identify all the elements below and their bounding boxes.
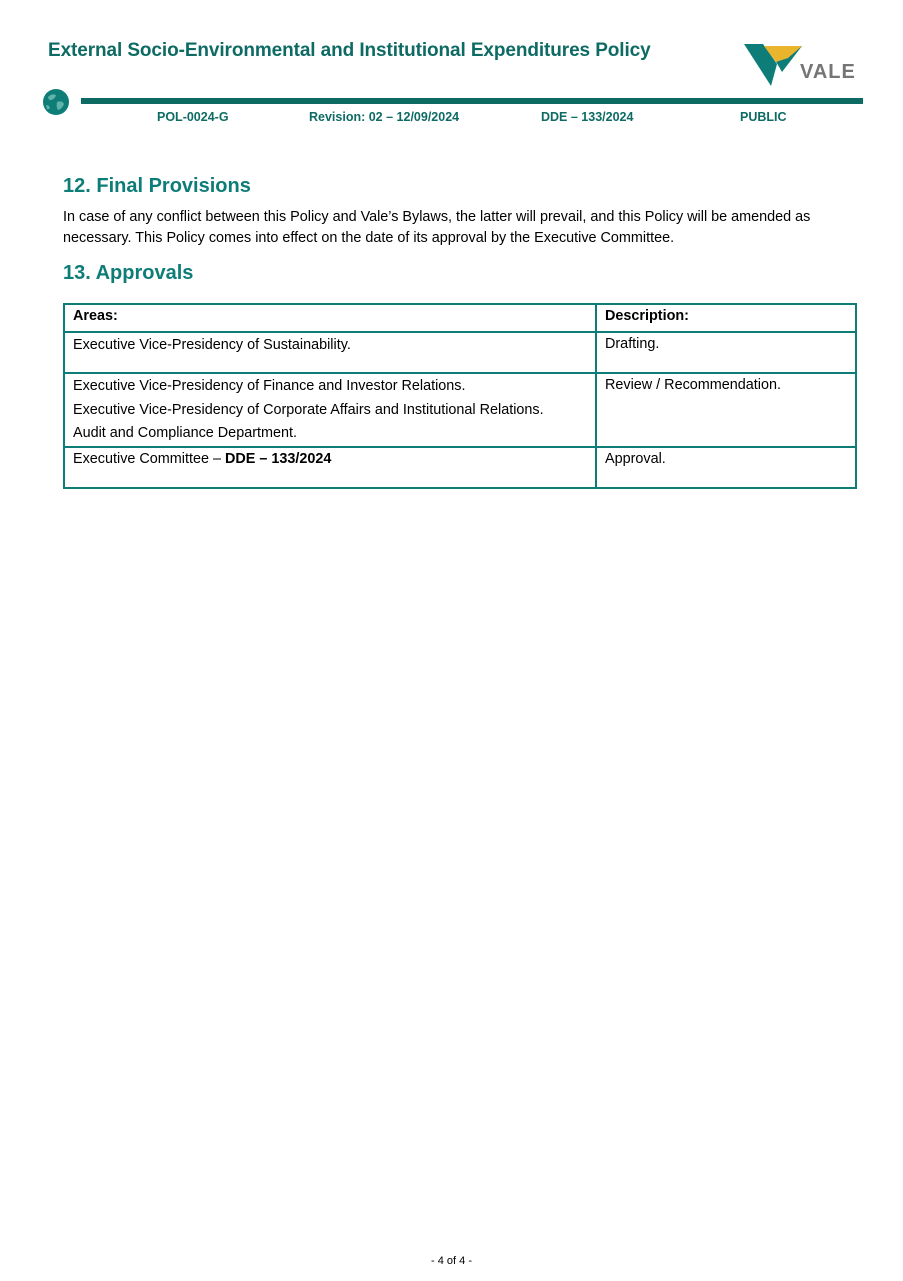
vale-v-icon: [742, 42, 802, 88]
table-row: [64, 373, 856, 447]
page-number: - 4 of 4 -: [431, 1255, 472, 1267]
approvals-table: [63, 303, 857, 489]
area-dde-number: DDE – 133/2024: [224, 451, 332, 467]
table-header-row: [64, 304, 856, 332]
area-cell: [64, 447, 596, 488]
document-title: External Socio-Environmental and Institutional Expenditures Policy: [48, 40, 651, 61]
area-line: Audit and Compliance Department.: [73, 425, 297, 441]
description-cell: Approval.: [596, 447, 856, 488]
area-line: Executive Vice-Presidency of Corporate Affairs and Institutional Relations.: [73, 401, 544, 418]
table-row: [64, 447, 856, 488]
area-prefix: Executive Committee –: [73, 451, 225, 467]
classification-label: PUBLIC: [740, 110, 787, 124]
column-header-description: Description:: [596, 304, 856, 332]
table-row: [64, 332, 856, 373]
globe-icon: [42, 88, 70, 116]
dde-number: DDE – 133/2024: [541, 110, 634, 124]
area-line: Executive Vice-Presidency of Finance and Investor Relations.: [73, 378, 466, 394]
logo-wordmark: VALE: [800, 61, 856, 83]
description-cell: Drafting.: [596, 332, 856, 373]
final-provisions-text: In case of any conflict between this Policy and Vale’s Bylaws, the latter will prevail, and this Policy will be amended as necessary. This Policy comes into effect on the date of its approval by the Executive Committee.: [63, 209, 811, 246]
area-cell: [64, 373, 596, 447]
vale-logo: [742, 42, 858, 90]
area-cell: [64, 332, 596, 373]
section-heading-final-provisions: 12. Final Provisions: [63, 175, 251, 197]
area-line: Executive Vice-Presidency of Sustainability.: [73, 337, 351, 353]
column-header-areas: Areas:: [64, 304, 596, 332]
revision-info: Revision: 02 – 12/09/2024: [309, 110, 460, 124]
description-cell: Review / Recommendation.: [596, 373, 856, 447]
section-heading-approvals: 13. Approvals: [63, 262, 194, 284]
header-rule: [81, 98, 863, 104]
document-code: POL-0024-G: [157, 110, 229, 124]
